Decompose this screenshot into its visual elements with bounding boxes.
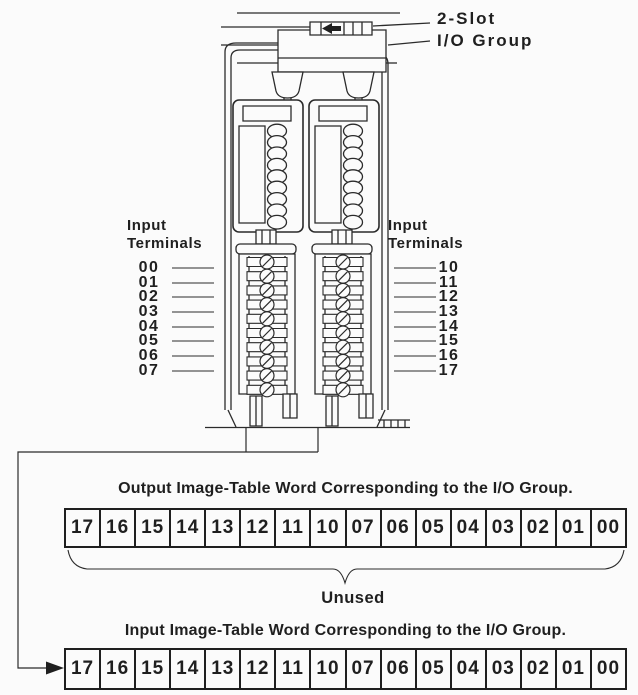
terminal-leader-lines-right bbox=[394, 268, 436, 371]
terminal-number: 01 bbox=[138, 274, 160, 291]
terminal-number: 16 bbox=[438, 347, 460, 364]
callout-leader-line bbox=[388, 41, 430, 45]
terminal-leader-lines-left bbox=[172, 268, 214, 371]
bit-cell: 05 bbox=[417, 510, 452, 546]
bit-cell: 14 bbox=[171, 650, 206, 688]
callout-2-slot-line2: I/O Group bbox=[437, 31, 534, 50]
terminal-block-left bbox=[236, 230, 296, 397]
bit-cell: 13 bbox=[206, 650, 241, 688]
terminal-number: 05 bbox=[138, 332, 160, 349]
input-word-title: Input Image-Table Word Corresponding to the I/O Group. bbox=[124, 622, 567, 639]
bit-cell: 10 bbox=[311, 510, 346, 546]
bit-cell: 15 bbox=[136, 650, 171, 688]
module-right bbox=[309, 100, 379, 232]
bit-cell: 06 bbox=[382, 650, 417, 688]
bit-cell: 01 bbox=[557, 510, 592, 546]
bit-cell: 03 bbox=[487, 650, 522, 688]
bit-cell: 12 bbox=[241, 510, 276, 546]
terminal-number: 15 bbox=[438, 332, 460, 349]
bit-cell: 16 bbox=[101, 510, 136, 546]
bit-cell: 17 bbox=[66, 510, 101, 546]
bit-cell: 16 bbox=[101, 650, 136, 688]
bit-cell: 10 bbox=[311, 650, 346, 688]
input-word-arrow-icon bbox=[46, 662, 64, 675]
callout-leader-line bbox=[373, 23, 430, 26]
module-feet bbox=[205, 394, 410, 428]
bit-cell: 11 bbox=[276, 510, 311, 546]
terminal-number: 04 bbox=[138, 318, 160, 335]
terminal-number: 17 bbox=[438, 362, 460, 379]
bit-cell: 01 bbox=[557, 650, 592, 688]
output-word-title: Output Image-Table Word Corresponding to the I/O Group. bbox=[118, 480, 573, 497]
terminal-number: 03 bbox=[138, 303, 160, 320]
module-left bbox=[233, 100, 303, 232]
input-terminals-label-right: Input Terminals bbox=[388, 217, 464, 252]
output-word-table bbox=[64, 508, 627, 548]
bit-cell: 02 bbox=[522, 510, 557, 546]
terminal-number: 11 bbox=[439, 274, 459, 291]
bit-cell: 07 bbox=[347, 650, 382, 688]
keying-slider bbox=[310, 22, 372, 35]
bit-cell: 02 bbox=[522, 650, 557, 688]
input-terminals-label-left: Input Terminals bbox=[127, 217, 203, 252]
wire-loops bbox=[268, 124, 287, 229]
bit-cell: 17 bbox=[66, 650, 101, 688]
bit-cell: 00 bbox=[596, 658, 621, 679]
bit-cell: 07 bbox=[347, 510, 382, 546]
bit-cell: 15 bbox=[136, 510, 171, 546]
wire-loops bbox=[344, 124, 363, 229]
terminal-number: 10 bbox=[438, 259, 460, 276]
bit-cell: 00 bbox=[596, 517, 621, 538]
bit-cell: 14 bbox=[171, 510, 206, 546]
terminal-number: 12 bbox=[438, 288, 460, 305]
bit-cell: 05 bbox=[417, 650, 452, 688]
terminal-number: 13 bbox=[438, 303, 460, 320]
bit-cell: 12 bbox=[241, 650, 276, 688]
callout-2-slot-line1: 2-Slot bbox=[437, 9, 497, 28]
bit-cell: 11 bbox=[276, 650, 311, 688]
terminal-number: 06 bbox=[138, 347, 160, 364]
backplane-connector bbox=[237, 22, 397, 72]
terminal-number: 00 bbox=[138, 259, 160, 276]
terminal-block-right bbox=[312, 230, 372, 397]
bit-cell: 04 bbox=[452, 650, 487, 688]
terminal-number: 07 bbox=[138, 362, 160, 379]
terminal-number: 02 bbox=[138, 288, 160, 305]
unused-label: Unused bbox=[321, 589, 385, 607]
bit-cell: 13 bbox=[206, 510, 241, 546]
input-word-table bbox=[64, 648, 627, 690]
bit-cell: 06 bbox=[382, 510, 417, 546]
bit-cell: 04 bbox=[452, 510, 487, 546]
unused-brace-icon bbox=[68, 550, 624, 583]
bit-cell: 03 bbox=[487, 510, 522, 546]
terminal-number: 14 bbox=[438, 318, 460, 335]
